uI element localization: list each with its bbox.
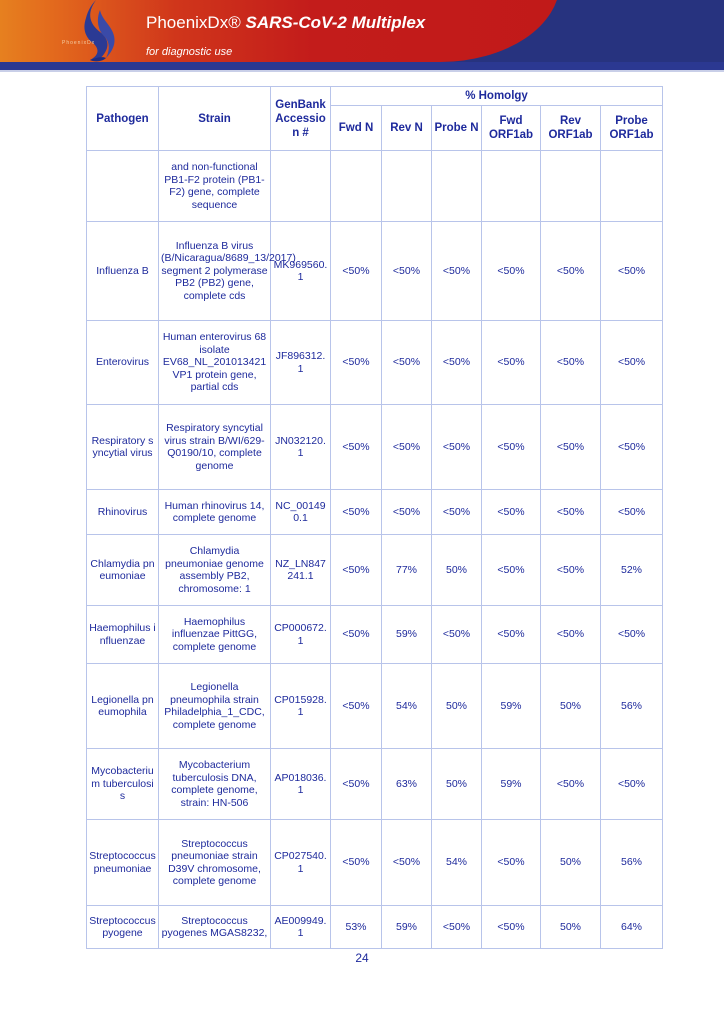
cell-probe-orf1ab bbox=[601, 151, 663, 222]
cell-accession: CP015928.1 bbox=[271, 664, 331, 749]
header-rev-orf1ab: Rev ORF1ab bbox=[541, 106, 601, 151]
cell-probe-orf1ab: <50% bbox=[601, 606, 663, 664]
product-name: SARS-CoV-2 Multiplex bbox=[245, 13, 426, 32]
header-strain: Strain bbox=[159, 87, 271, 151]
cell-fwd-orf1ab: <50% bbox=[482, 405, 541, 490]
cell-fwd-orf1ab: 59% bbox=[482, 664, 541, 749]
cell-probe-n: 50% bbox=[432, 749, 482, 820]
cell-probe-orf1ab: <50% bbox=[601, 749, 663, 820]
table-row bbox=[87, 405, 663, 490]
cell-pathogen: Streptococcus pyogene bbox=[87, 906, 159, 949]
cell-accession: CP000672.1 bbox=[271, 606, 331, 664]
cell-accession: MK969560.1 bbox=[271, 222, 331, 321]
cell-probe-n: <50% bbox=[432, 490, 482, 535]
cell-strain: Human rhinovirus 14, complete genome bbox=[159, 490, 271, 535]
cell-probe-orf1ab: 64% bbox=[601, 906, 663, 949]
cell-pathogen: Respiratory syncytial virus bbox=[87, 405, 159, 490]
cell-rev-n bbox=[382, 151, 432, 222]
cell-probe-n: <50% bbox=[432, 321, 482, 405]
cell-rev-orf1ab: <50% bbox=[541, 535, 601, 606]
cell-fwd-orf1ab bbox=[482, 151, 541, 222]
cell-fwd-n: <50% bbox=[331, 749, 382, 820]
table-body bbox=[87, 151, 663, 949]
cell-rev-n: <50% bbox=[382, 405, 432, 490]
cell-fwd-orf1ab: <50% bbox=[482, 820, 541, 906]
cell-rev-n: 54% bbox=[382, 664, 432, 749]
cell-accession bbox=[271, 151, 331, 222]
cell-pathogen: Influenza B bbox=[87, 222, 159, 321]
table-row bbox=[87, 535, 663, 606]
cell-fwd-n: <50% bbox=[331, 490, 382, 535]
cell-probe-orf1ab: <50% bbox=[601, 321, 663, 405]
cell-rev-orf1ab: <50% bbox=[541, 222, 601, 321]
header-banner bbox=[0, 0, 724, 70]
cell-strain: Streptococcus pneumoniae strain D39V chromosome, complete genome bbox=[159, 820, 271, 906]
cell-probe-n: <50% bbox=[432, 606, 482, 664]
cell-rev-orf1ab: <50% bbox=[541, 321, 601, 405]
table-row bbox=[87, 606, 663, 664]
cell-strain: Streptococcus pyogenes MGAS8232, bbox=[159, 906, 271, 949]
cell-probe-n bbox=[432, 151, 482, 222]
cell-pathogen: Enterovirus bbox=[87, 321, 159, 405]
cell-probe-orf1ab: <50% bbox=[601, 222, 663, 321]
cell-accession: JF896312.1 bbox=[271, 321, 331, 405]
cell-accession: CP027540.1 bbox=[271, 820, 331, 906]
cell-pathogen: Rhinovirus bbox=[87, 490, 159, 535]
cell-probe-n: 50% bbox=[432, 664, 482, 749]
cell-strain: Legionella pneumophila strain Philadelphia_1_CDC, complete genome bbox=[159, 664, 271, 749]
table-row bbox=[87, 151, 663, 222]
cell-strain: Respiratory syncytial virus strain B/WI/629-Q0190/10, complete genome bbox=[159, 405, 271, 490]
cell-rev-orf1ab: <50% bbox=[541, 490, 601, 535]
cell-fwd-n: <50% bbox=[331, 321, 382, 405]
cell-strain: Human enterovirus 68 isolate EV68_NL_201013421 VP1 protein gene, partial cds bbox=[159, 321, 271, 405]
logo-text: PhoenixDx bbox=[62, 40, 96, 46]
cell-rev-orf1ab: 50% bbox=[541, 664, 601, 749]
cell-probe-orf1ab: 56% bbox=[601, 820, 663, 906]
cell-fwd-n: <50% bbox=[331, 222, 382, 321]
cell-fwd-orf1ab: <50% bbox=[482, 222, 541, 321]
cell-fwd-orf1ab: <50% bbox=[482, 606, 541, 664]
cell-strain: Haemophilus influenzae PittGG, complete genome bbox=[159, 606, 271, 664]
document-subtitle: for diagnostic use bbox=[146, 46, 233, 58]
cell-fwd-orf1ab: <50% bbox=[482, 490, 541, 535]
cell-probe-n: 50% bbox=[432, 535, 482, 606]
cell-rev-orf1ab: <50% bbox=[541, 606, 601, 664]
cell-fwd-orf1ab: <50% bbox=[482, 906, 541, 949]
cell-probe-orf1ab: <50% bbox=[601, 490, 663, 535]
cell-strain: Mycobacterium tuberculosis DNA, complete genome, strain: HN-506 bbox=[159, 749, 271, 820]
cell-probe-orf1ab: <50% bbox=[601, 405, 663, 490]
cell-fwd-orf1ab: <50% bbox=[482, 321, 541, 405]
header-fwd-n: Fwd N bbox=[331, 106, 382, 151]
cell-pathogen bbox=[87, 151, 159, 222]
cell-rev-n: 63% bbox=[382, 749, 432, 820]
cell-probe-n: <50% bbox=[432, 906, 482, 949]
cell-strain: and non-functional PB1-F2 protein (PB1-F2) gene, complete sequence bbox=[159, 151, 271, 222]
cell-rev-n: <50% bbox=[382, 321, 432, 405]
table-row bbox=[87, 222, 663, 321]
cell-rev-orf1ab: 50% bbox=[541, 906, 601, 949]
cell-accession: JN032120.1 bbox=[271, 405, 331, 490]
banner-underline bbox=[0, 70, 724, 72]
cell-pathogen: Mycobacterium tuberculosis bbox=[87, 749, 159, 820]
cell-pathogen: Legionella pneumophila bbox=[87, 664, 159, 749]
cell-accession: AP018036.1 bbox=[271, 749, 331, 820]
table-row bbox=[87, 820, 663, 906]
cell-rev-n: 59% bbox=[382, 906, 432, 949]
header-homology-group: % Homolgy bbox=[331, 87, 663, 106]
header-probe-n: Probe N bbox=[432, 106, 482, 151]
cell-fwd-orf1ab: 59% bbox=[482, 749, 541, 820]
homology-table bbox=[86, 86, 663, 949]
cell-rev-orf1ab: <50% bbox=[541, 405, 601, 490]
header-pathogen: Pathogen bbox=[87, 87, 159, 151]
cell-accession: NC_001490.1 bbox=[271, 490, 331, 535]
table-row bbox=[87, 749, 663, 820]
cell-accession: AE009949.1 bbox=[271, 906, 331, 949]
page-number: 24 bbox=[355, 951, 369, 965]
cell-fwd-n: 53% bbox=[331, 906, 382, 949]
cell-fwd-n: <50% bbox=[331, 606, 382, 664]
header-rev-n: Rev N bbox=[382, 106, 432, 151]
phoenix-logo-icon bbox=[56, 0, 136, 62]
table-row bbox=[87, 906, 663, 949]
header-accession: GenBank Accession # bbox=[271, 87, 331, 151]
header-fwd-orf1ab: Fwd ORF1ab bbox=[482, 106, 541, 151]
table-row bbox=[87, 490, 663, 535]
cell-fwd-n: <50% bbox=[331, 820, 382, 906]
cell-rev-n: <50% bbox=[382, 222, 432, 321]
cell-rev-n: 59% bbox=[382, 606, 432, 664]
cell-rev-n: <50% bbox=[382, 490, 432, 535]
cell-probe-orf1ab: 56% bbox=[601, 664, 663, 749]
cell-pathogen: Haemophilus influenzae bbox=[87, 606, 159, 664]
cell-pathogen: Chlamydia pneumoniae bbox=[87, 535, 159, 606]
cell-accession: NZ_LN847241.1 bbox=[271, 535, 331, 606]
cell-rev-n: <50% bbox=[382, 820, 432, 906]
cell-strain: Influenza B virus (B/Nicaragua/8689_13/2017) segment 2 polymerase PB2 (PB2) gene, complete cds bbox=[159, 222, 271, 321]
cell-probe-n: <50% bbox=[432, 405, 482, 490]
cell-probe-orf1ab: 52% bbox=[601, 535, 663, 606]
document-title bbox=[146, 13, 425, 33]
cell-rev-orf1ab: <50% bbox=[541, 749, 601, 820]
cell-fwd-n: <50% bbox=[331, 664, 382, 749]
banner-stripe bbox=[0, 62, 724, 70]
cell-strain: Chlamydia pneumoniae genome assembly PB2, chromosome: 1 bbox=[159, 535, 271, 606]
cell-fwd-n bbox=[331, 151, 382, 222]
cell-pathogen: Streptococcus pneumoniae bbox=[87, 820, 159, 906]
cell-rev-orf1ab bbox=[541, 151, 601, 222]
cell-fwd-orf1ab: <50% bbox=[482, 535, 541, 606]
cell-probe-n: 54% bbox=[432, 820, 482, 906]
cell-fwd-n: <50% bbox=[331, 405, 382, 490]
cell-rev-n: 77% bbox=[382, 535, 432, 606]
header-probe-orf1ab: Probe ORF1ab bbox=[601, 106, 663, 151]
table-row bbox=[87, 664, 663, 749]
cell-fwd-n: <50% bbox=[331, 535, 382, 606]
table-row bbox=[87, 321, 663, 405]
cell-probe-n: <50% bbox=[432, 222, 482, 321]
brand-name: PhoenixDx® bbox=[146, 13, 241, 32]
cell-rev-orf1ab: 50% bbox=[541, 820, 601, 906]
